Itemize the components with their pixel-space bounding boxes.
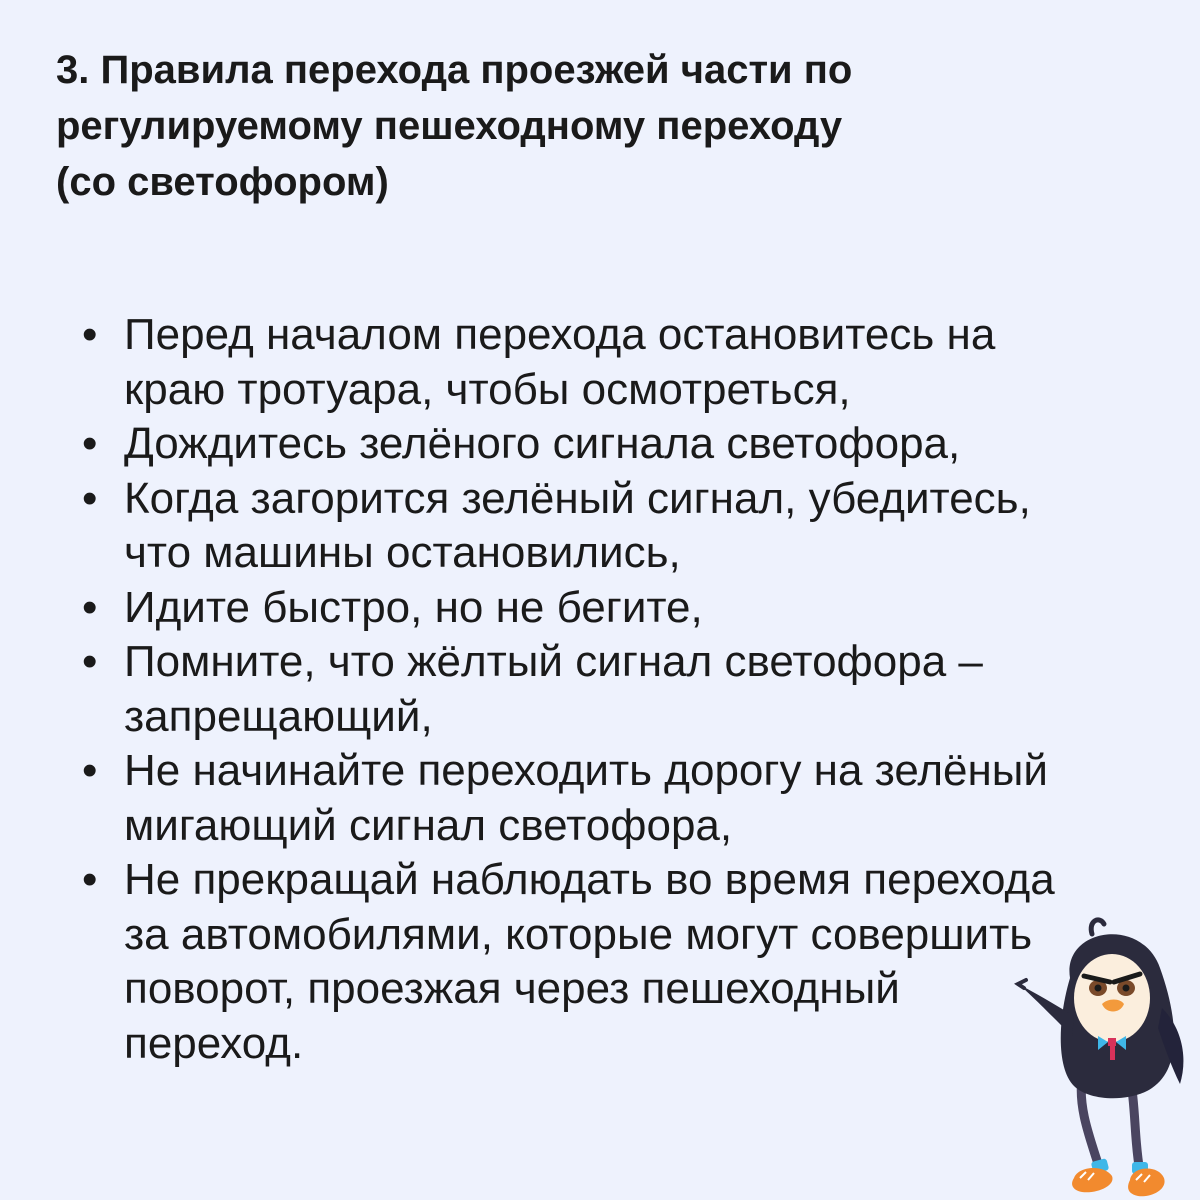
- list-item-line: Помните, что жёлтый сигнал светофора –: [124, 637, 983, 686]
- page-title: [56, 42, 1056, 210]
- list-item: [0, 635, 1055, 744]
- list-item: [0, 472, 1055, 581]
- list-item-text: [124, 581, 1055, 636]
- bullet-icon: •: [82, 310, 98, 359]
- list-item-text: [124, 744, 1055, 853]
- list-item-line: что машины остановились,: [124, 528, 681, 577]
- list-item: [0, 308, 1055, 417]
- bullet-icon: •: [82, 855, 98, 904]
- list-item-text: [124, 635, 1055, 744]
- rules-list: [0, 308, 1055, 1071]
- list-item-line: поворот, проезжая через пешеходный: [124, 964, 900, 1013]
- list-item: [0, 417, 1055, 472]
- list-item: [0, 853, 1055, 1071]
- list-item-line: мигающий сигнал светофора,: [124, 800, 733, 850]
- list-item-text: [124, 472, 1055, 581]
- list-item-line: Не начинайте переходить дорогу на зелёный: [124, 746, 1048, 795]
- list-item-line: Когда загорится зелёный сигнал, убедитесь,: [124, 473, 1031, 523]
- list-item-line: запрещающий,: [124, 691, 433, 741]
- bullet-icon: •: [82, 746, 98, 795]
- bullet-icon: •: [82, 419, 98, 468]
- title-line: регулируемому пешеходному переходу: [56, 104, 843, 148]
- list-item-line: за автомобилями, которые могут совершить: [124, 909, 1033, 959]
- title-line: 3. Правила перехода проезжей части по: [56, 48, 853, 92]
- list-item: [0, 744, 1055, 853]
- list-item-line: Перед началом перехода остановитесь на: [124, 310, 996, 359]
- bullet-icon: •: [82, 582, 98, 632]
- list-item-line: переход.: [124, 1018, 304, 1068]
- list-item-line: Не прекращай наблюдать во время перехода: [124, 855, 1055, 904]
- title-line: (со светофором): [56, 160, 389, 204]
- list-item-text: [124, 853, 1055, 1071]
- bullet-icon: •: [82, 473, 98, 523]
- penguin-mascot-icon: [1012, 908, 1200, 1200]
- list-item-line: Идите быстро, но не бегите,: [124, 582, 703, 632]
- list-item-line: Дождитесь зелёного сигнала светофора,: [124, 419, 961, 468]
- list-item-text: [124, 308, 1055, 417]
- list-item: [0, 581, 1055, 636]
- list-item-line: краю тротуара, чтобы осмотреться,: [124, 364, 851, 414]
- bullet-icon: •: [82, 637, 98, 686]
- list-item-text: [124, 417, 1055, 472]
